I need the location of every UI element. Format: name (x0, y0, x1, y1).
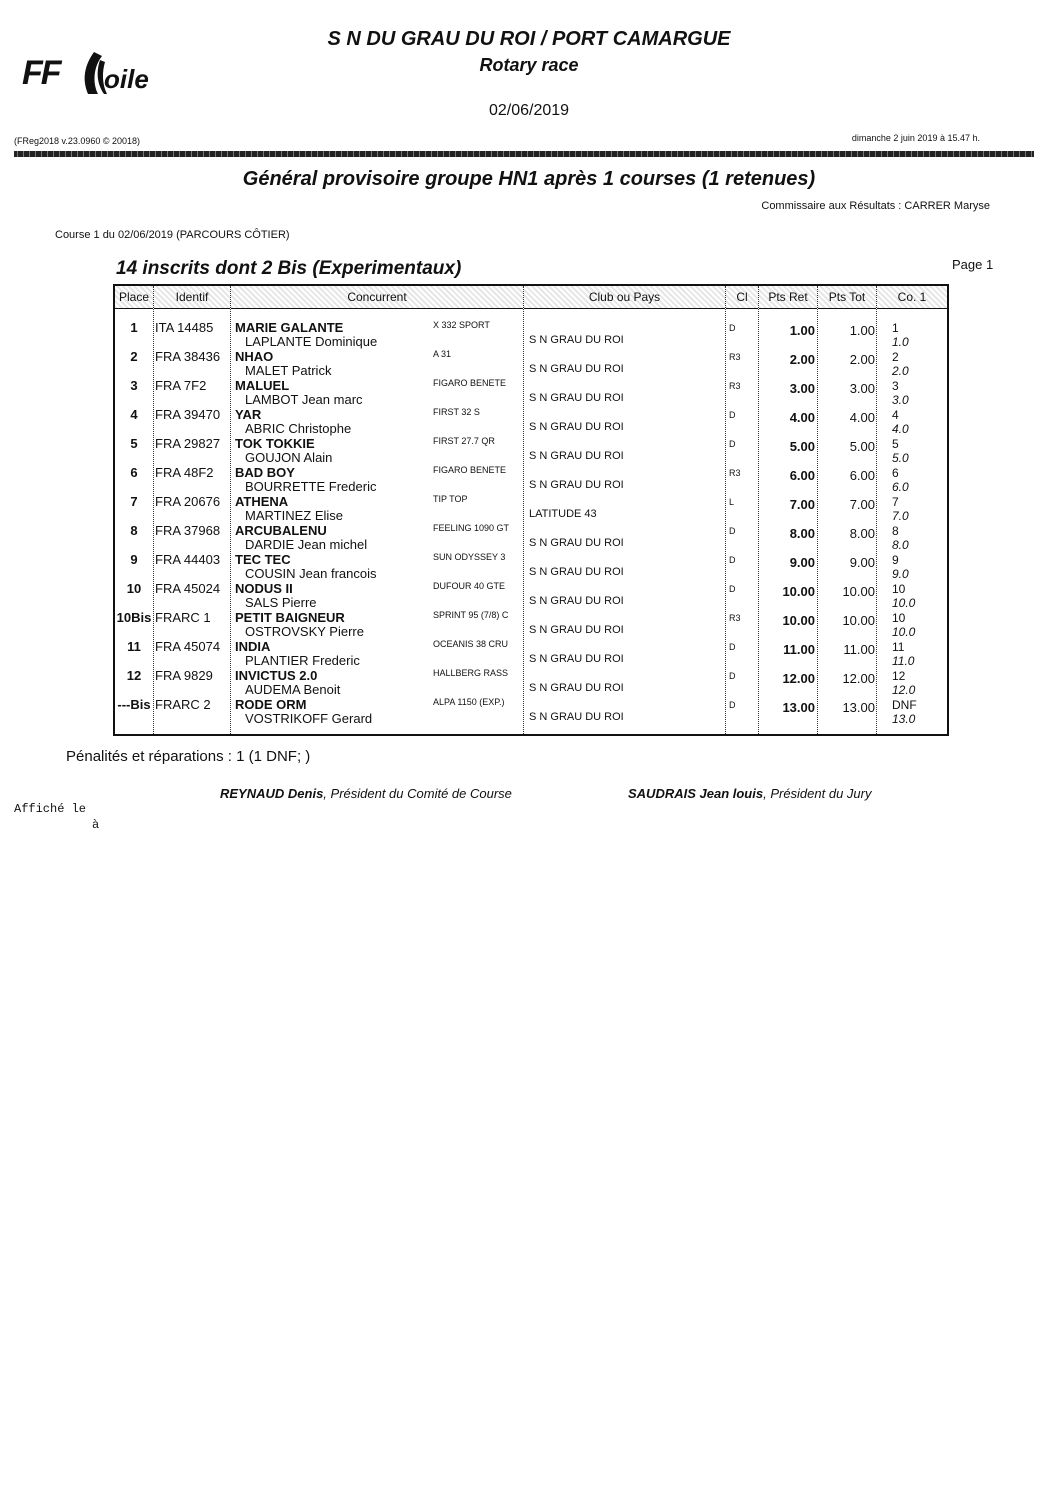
president-course-role: , Président du Comité de Course (323, 786, 512, 801)
row-boat-type: FIGARO BENETE (433, 378, 507, 388)
printed-timestamp: dimanche 2 juin 2019 à 15.47 h. (851, 133, 980, 143)
row-class: D (729, 410, 736, 420)
row-place: 9 (130, 552, 138, 567)
row-class: R3 (729, 468, 741, 478)
row-pts-tot: 2.00 (849, 352, 875, 367)
row-co1-points: 6.0 (892, 480, 909, 494)
col-header-pts-tot: Pts Tot (818, 286, 876, 309)
row-class: D (729, 555, 736, 565)
row-skipper: GOUJON Alain (245, 450, 333, 465)
row-boat-name: RODE ORM (235, 697, 307, 712)
row-place: 6 (130, 465, 138, 480)
row-pts-tot: 10.00 (842, 584, 875, 599)
row-co1-points: 10.0 (892, 625, 916, 639)
race-date: 02/06/2019 (488, 102, 570, 119)
row-class: D (729, 526, 736, 536)
row-co1-rank: 11 (892, 640, 905, 654)
club-title: S N DU GRAU DU ROI / PORT CAMARGUE (327, 28, 731, 50)
row-club: S N GRAU DU ROI (529, 711, 624, 723)
row-pts-tot: 5.00 (849, 439, 875, 454)
row-sail-number: FRA 45024 (155, 581, 221, 596)
row-boat-type: TIP TOP (433, 494, 468, 504)
row-place: 12 (126, 668, 142, 683)
row-sail-number: FRA 45074 (155, 639, 221, 654)
row-pts-tot: 7.00 (849, 497, 875, 512)
table-row (115, 571, 947, 610)
row-class: D (729, 642, 736, 652)
row-co1-points: 8.0 (892, 538, 909, 552)
row-place: 10 (126, 581, 142, 596)
president-course-name: REYNAUD Denis (220, 786, 324, 801)
row-co1-points: 11.0 (892, 654, 915, 668)
col-header-place: Place (115, 286, 153, 309)
col-header-identif: Identif (154, 286, 230, 309)
table-row (115, 310, 947, 349)
row-pts-ret: 4.00 (789, 410, 815, 425)
row-skipper: MALET Patrick (245, 363, 332, 378)
table-row (115, 455, 947, 494)
row-pts-ret: 12.00 (782, 671, 815, 686)
row-co1-rank: 3 (892, 379, 899, 393)
row-boat-name: NHAO (235, 349, 274, 364)
classement-title: Général provisoire groupe HN1 après 1 courses (1 retenues) (242, 168, 816, 190)
row-pts-ret: 10.00 (782, 584, 815, 599)
race-name: Rotary race (479, 55, 579, 75)
row-sail-number: FRA 29827 (155, 436, 221, 451)
row-place: 7 (130, 494, 138, 509)
inscrits-summary: 14 inscrits dont 2 Bis (Experimentaux) (116, 258, 462, 279)
row-boat-name: TEC TEC (235, 552, 291, 567)
row-skipper: ABRIC Christophe (245, 421, 352, 436)
row-sail-number: FRA 48F2 (155, 465, 214, 480)
row-club: S N GRAU DU ROI (529, 392, 624, 404)
row-place: 11 (127, 639, 141, 654)
table-row (115, 658, 947, 697)
software-version: (FReg2018 v.23.0960 © 20018) (14, 136, 141, 146)
president-jury-name: SAUDRAIS Jean louis (628, 786, 764, 801)
row-skipper: OSTROVSKY Pierre (245, 624, 364, 639)
row-skipper: MARTINEZ Elise (245, 508, 343, 523)
row-sail-number: FRA 9829 (155, 668, 213, 683)
row-boat-type: A 31 (433, 349, 452, 359)
row-co1-points: 3.0 (892, 393, 909, 407)
row-pts-tot: 3.00 (849, 381, 875, 396)
row-skipper: LAMBOT Jean marc (245, 392, 363, 407)
row-club: S N GRAU DU ROI (529, 537, 624, 549)
row-co1-rank: 6 (892, 466, 899, 480)
row-boat-name: INVICTUS 2.0 (235, 668, 318, 683)
row-place: ---Bis (117, 697, 151, 712)
row-class: D (729, 671, 736, 681)
row-club: S N GRAU DU ROI (529, 653, 624, 665)
row-pts-tot: 11.00 (843, 642, 875, 657)
row-skipper: SALS Pierre (245, 595, 317, 610)
row-co1-points: 7.0 (892, 509, 909, 523)
row-pts-tot: 12.00 (842, 671, 875, 686)
row-boat-name: INDIA (235, 639, 271, 654)
row-boat-name: MALUEL (235, 378, 290, 393)
president-comite-course (220, 786, 512, 801)
row-class: L (729, 497, 735, 507)
commissaire-resultats: Commissaire aux Résultats : CARRER Maryse (761, 200, 990, 212)
row-pts-ret: 5.00 (789, 439, 815, 454)
row-sail-number: FRA 7F2 (155, 378, 207, 393)
row-skipper: VOSTRIKOFF Gerard (245, 711, 373, 726)
row-co1-points: 2.0 (892, 364, 909, 378)
table-row (115, 368, 947, 407)
row-co1-rank: 12 (892, 669, 906, 683)
row-skipper: AUDEMA Benoit (245, 682, 341, 697)
row-sail-number: ITA 14485 (155, 320, 214, 335)
row-co1-rank: 2 (892, 350, 899, 364)
row-club: S N GRAU DU ROI (529, 624, 624, 636)
row-club: S N GRAU DU ROI (529, 421, 624, 433)
table-row (115, 339, 947, 378)
president-jury (628, 786, 871, 801)
row-co1-rank: 8 (892, 524, 899, 538)
row-place: 4 (130, 407, 138, 422)
table-row (115, 397, 947, 436)
row-co1-points: 5.0 (892, 451, 909, 465)
row-class: R3 (729, 613, 741, 623)
col-header-concurrent: Concurrent (231, 286, 523, 309)
row-club: S N GRAU DU ROI (529, 682, 624, 694)
row-club: LATITUDE 43 (529, 508, 597, 520)
row-place: 8 (130, 523, 138, 538)
row-co1-points: 1.0 (892, 335, 909, 349)
row-pts-tot: 13.00 (842, 700, 875, 715)
row-club: S N GRAU DU ROI (529, 595, 624, 607)
header-divider (14, 151, 1034, 157)
row-skipper: LAPLANTE Dominique (245, 334, 378, 349)
row-pts-ret: 7.00 (789, 497, 815, 512)
row-class: R3 (729, 381, 741, 391)
row-co1-rank: 10 (892, 611, 906, 625)
row-boat-name: MARIE GALANTE (235, 320, 344, 335)
row-place: 10Bis (116, 610, 152, 625)
affiche-le: Affiché le (14, 802, 87, 816)
row-place: 1 (130, 320, 138, 335)
row-boat-type: FEELING 1090 GT (433, 523, 510, 533)
affiche-a: à (92, 818, 100, 832)
row-pts-ret: 10.00 (782, 613, 815, 628)
row-boat-type: X 332 SPORT (433, 320, 490, 330)
row-boat-name: YAR (235, 407, 262, 422)
col-header-club: Club ou Pays (524, 286, 725, 309)
table-row (115, 542, 947, 581)
row-co1-rank: 7 (892, 495, 899, 509)
row-class: D (729, 439, 736, 449)
row-pts-ret: 9.00 (789, 555, 815, 570)
row-skipper: COUSIN Jean francois (245, 566, 377, 581)
col-header-cl: Cl (726, 286, 758, 309)
row-class: D (729, 584, 736, 594)
row-boat-name: PETIT BAIGNEUR (235, 610, 345, 625)
table-row (115, 513, 947, 552)
row-co1-points: 10.0 (892, 596, 916, 610)
row-club: S N GRAU DU ROI (529, 334, 624, 346)
row-pts-ret: 2.00 (789, 352, 815, 367)
row-co1-rank: 10 (892, 582, 906, 596)
row-pts-tot: 1.00 (849, 323, 875, 338)
table-row (115, 426, 947, 465)
table-row (115, 687, 947, 726)
logo-voile-text: oile (104, 64, 149, 94)
row-boat-type: FIRST 27.7 QR (433, 436, 495, 446)
row-pts-tot: 8.00 (849, 526, 875, 541)
row-class: D (729, 700, 736, 710)
row-sail-number: FRA 44403 (155, 552, 221, 567)
row-boat-type: DUFOUR 40 GTE (433, 581, 506, 591)
row-boat-type: HALLBERG RASS (433, 668, 509, 678)
row-co1-points: 9.0 (892, 567, 909, 581)
row-co1-rank: 5 (892, 437, 899, 451)
row-class: R3 (729, 352, 741, 362)
row-boat-name: TOK TOKKIE (235, 436, 315, 451)
row-pts-tot: 9.00 (849, 555, 875, 570)
row-skipper: PLANTIER Frederic (245, 653, 360, 668)
row-boat-name: BAD BOY (235, 465, 295, 480)
row-co1-rank: 9 (892, 553, 899, 567)
table-row (115, 629, 947, 668)
row-sail-number: FRA 37968 (155, 523, 221, 538)
row-pts-ret: 13.00 (782, 700, 815, 715)
row-co1-rank: 4 (892, 408, 899, 422)
row-pts-ret: 1.00 (789, 323, 815, 338)
row-club: S N GRAU DU ROI (529, 479, 624, 491)
results-table (113, 284, 949, 736)
row-club: S N GRAU DU ROI (529, 566, 624, 578)
row-co1-points: 13.0 (892, 712, 916, 726)
row-boat-name: NODUS II (235, 581, 293, 596)
row-boat-type: OCEANIS 38 CRU (433, 639, 509, 649)
row-pts-ret: 6.00 (789, 468, 815, 483)
row-sail-number: FRA 38436 (155, 349, 221, 364)
row-sail-number: FRARC 2 (155, 697, 211, 712)
row-club: S N GRAU DU ROI (529, 363, 624, 375)
row-co1-points: 12.0 (892, 683, 916, 697)
row-place: 2 (130, 349, 138, 364)
row-co1-points: 4.0 (892, 422, 909, 436)
row-pts-tot: 6.00 (849, 468, 875, 483)
row-class: D (729, 323, 736, 333)
row-boat-type: FIGARO BENETE (433, 465, 507, 475)
col-header-co1: Co. 1 (877, 286, 947, 309)
row-place: 3 (130, 378, 138, 393)
page-number: Page 1 (952, 257, 994, 272)
row-boat-type: SUN ODYSSEY 3 (433, 552, 506, 562)
row-sail-number: FRARC 1 (155, 610, 211, 625)
logo-ff-text: FF (22, 54, 60, 92)
row-pts-tot: 4.00 (849, 410, 875, 425)
penalites-reparations: Pénalités et réparations : 1 (1 DNF; ) (66, 748, 311, 765)
row-boat-type: FIRST 32 S (433, 407, 480, 417)
row-place: 5 (130, 436, 138, 451)
row-co1-rank: 1 (892, 321, 899, 335)
row-skipper: BOURRETTE Frederic (245, 479, 377, 494)
row-pts-ret: 3.00 (789, 381, 815, 396)
row-club: S N GRAU DU ROI (529, 450, 624, 462)
row-pts-tot: 10.00 (842, 613, 875, 628)
president-jury-role: , Président du Jury (763, 786, 872, 801)
row-pts-ret: 8.00 (789, 526, 815, 541)
course-info: Course 1 du 02/06/2019 (PARCOURS CÔTIER) (55, 229, 290, 241)
row-boat-type: SPRINT 95 (7/8) C (433, 610, 509, 620)
row-sail-number: FRA 20676 (155, 494, 221, 509)
col-header-pts-ret: Pts Ret (759, 286, 817, 309)
row-boat-name: ATHENA (235, 494, 289, 509)
row-sail-number: FRA 39470 (155, 407, 221, 422)
row-pts-ret: 11.00 (783, 642, 815, 657)
row-skipper: DARDIE Jean michel (245, 537, 368, 552)
row-boat-name: ARCUBALENU (235, 523, 327, 538)
row-boat-type: ALPA 1150 (EXP.) (433, 697, 505, 707)
row-co1-rank: DNF (892, 698, 917, 712)
table-row (115, 600, 947, 639)
table-row (115, 484, 947, 523)
